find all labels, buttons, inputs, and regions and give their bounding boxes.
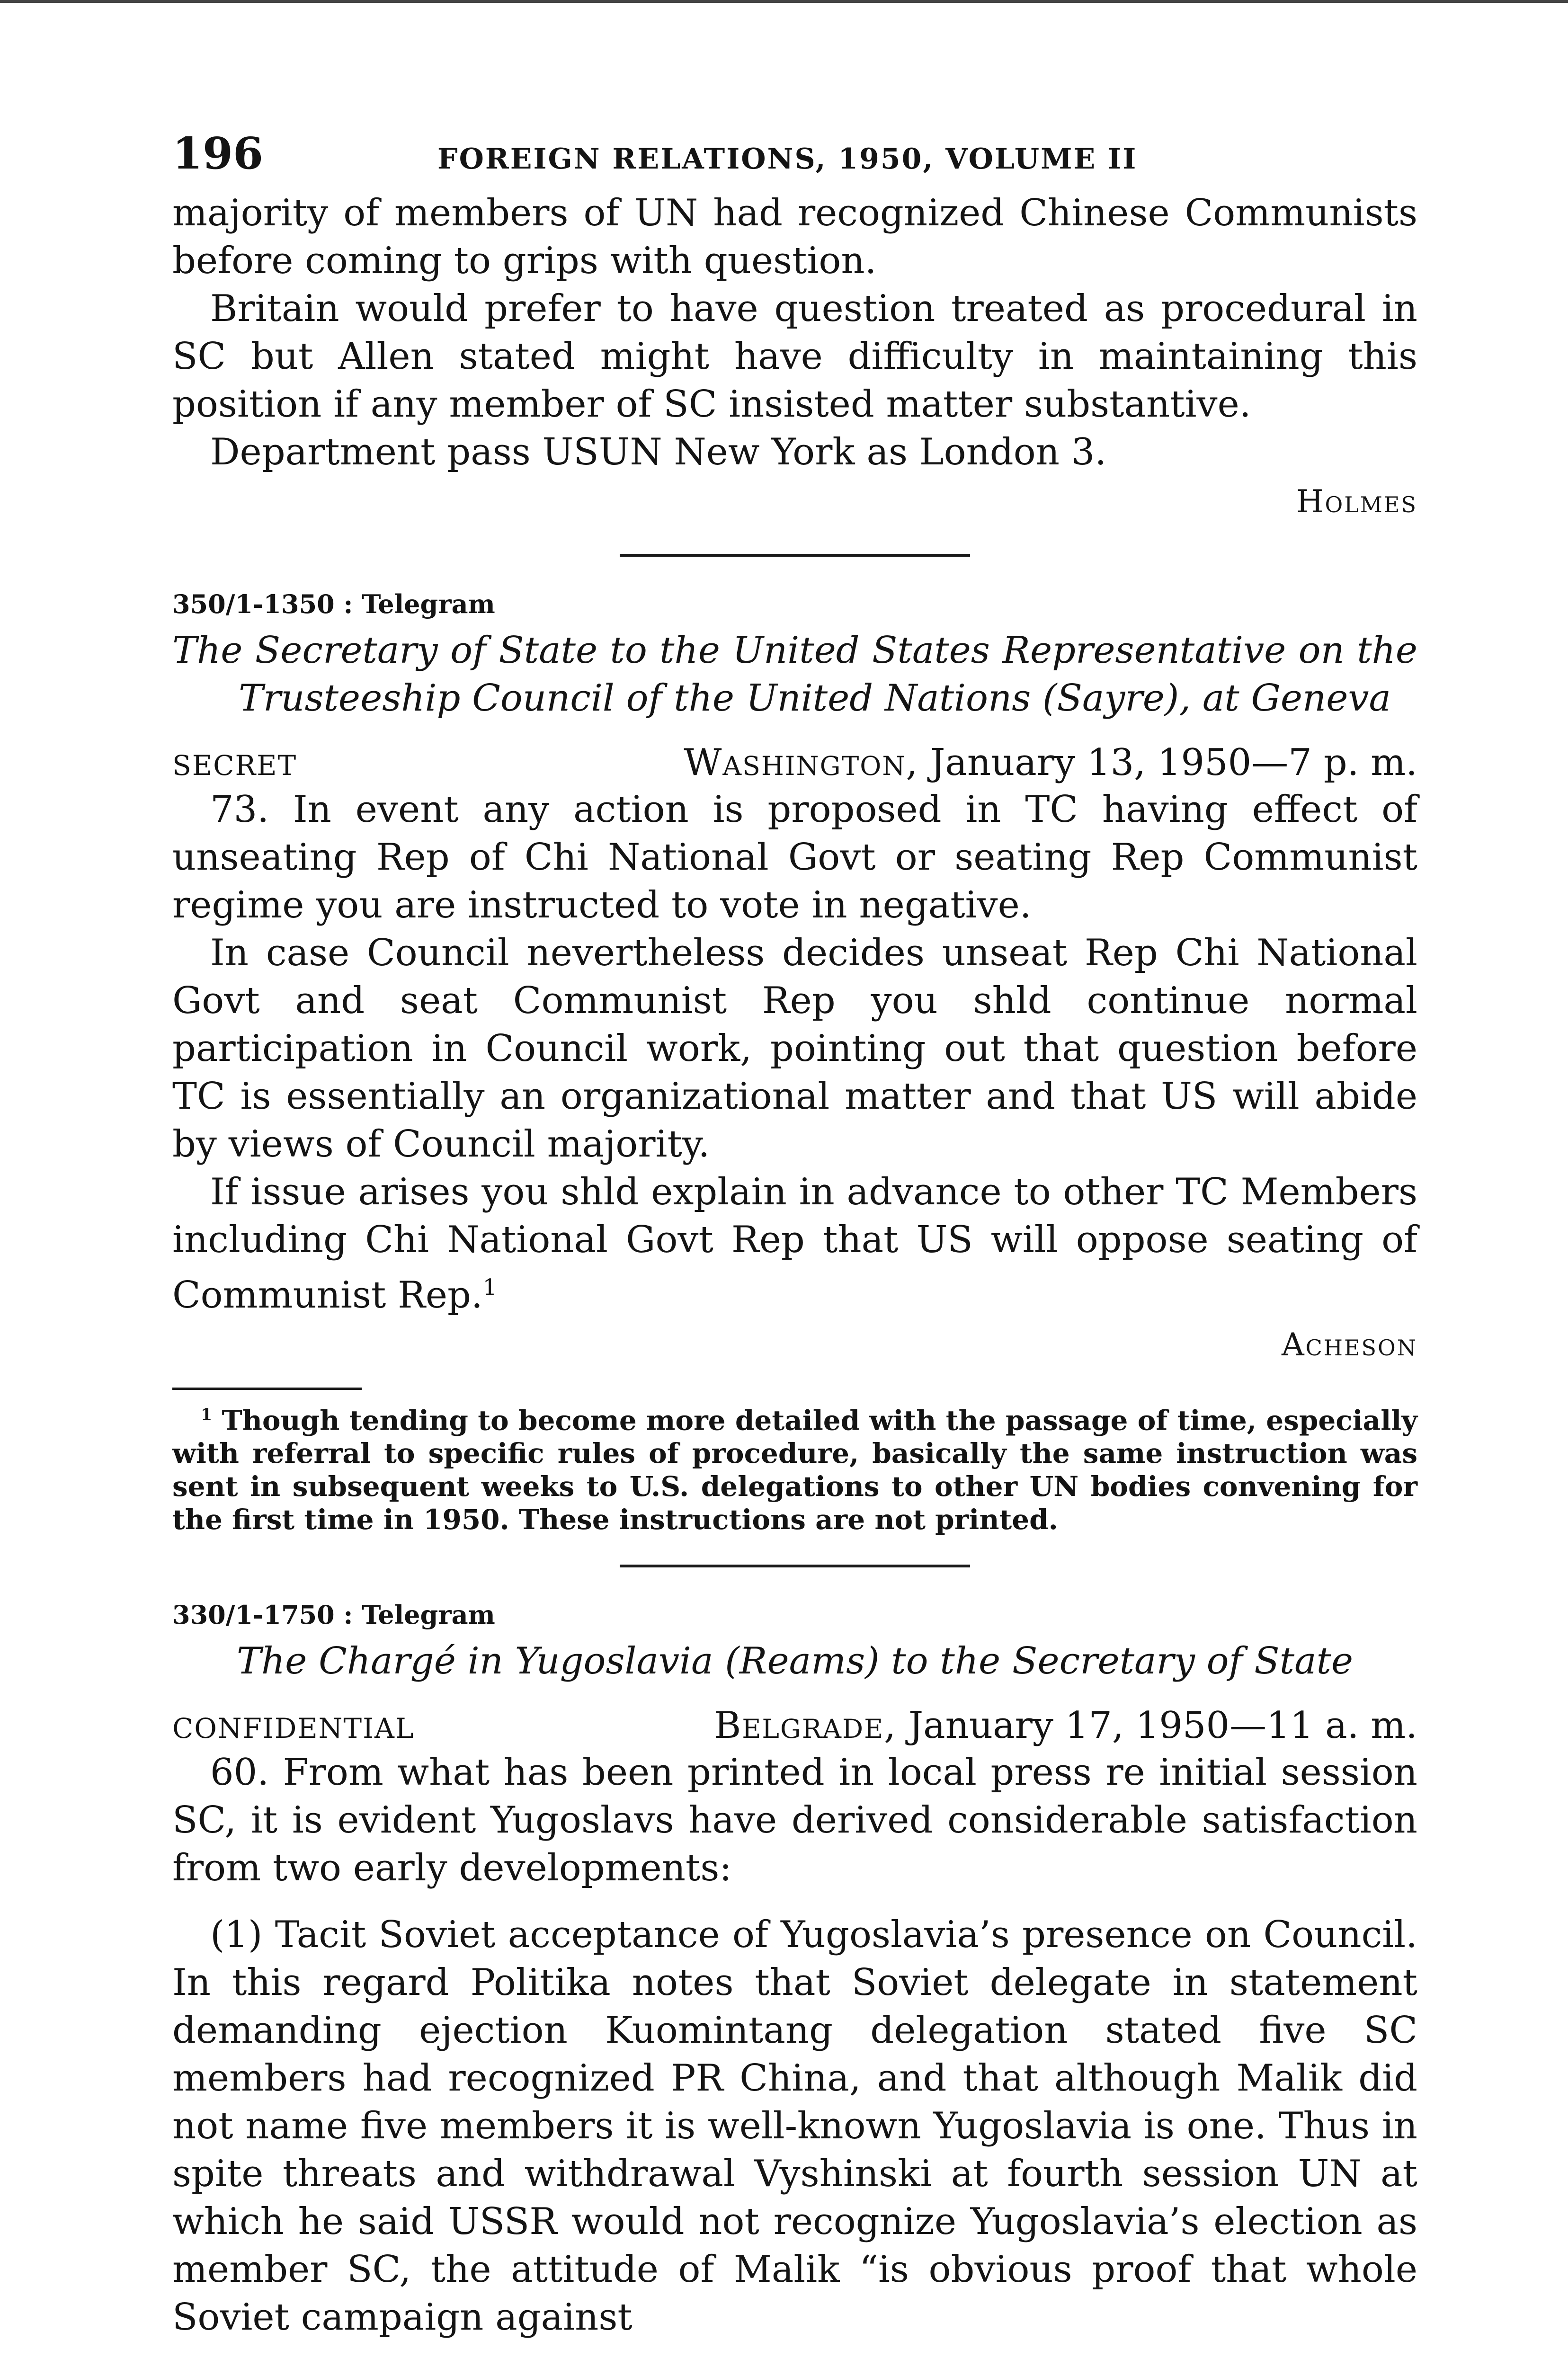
paragraph: 73. In event any action is proposed in TC having effect of unseating Rep of Chi National Govt or seating Rep Communist regime you are instructed to vote in negative.	[172, 788, 1417, 926]
signature-holmes: Holmes	[1296, 483, 1417, 520]
footnote-text: Though tending to become more detailed with the passage of time, especially with referral to specific rules of procedure, basically the same instruction was sent in subsequent weeks to U.S. delegations to other UN bodies convening for the first time in 1950. These instructions are not printed.	[172, 1404, 1417, 1536]
file-reference: 350/1-1350 : Telegram	[172, 589, 495, 619]
footnote-marker: 1	[482, 1275, 497, 1300]
dateline	[172, 1704, 1417, 1747]
page-header	[172, 128, 1417, 189]
document-reams-telegram	[172, 1596, 1417, 2341]
numbered-list	[172, 1911, 1417, 2341]
place-name: Belgrade,	[713, 1704, 897, 1747]
classification-label: SECRET	[172, 749, 297, 782]
classification-label: CONFIDENTIAL	[172, 1712, 415, 1745]
section-divider	[620, 1565, 970, 1567]
paragraph: 60. From what has been printed in local press re initial session SC, it is evident Yugoslavs have derived considerable satisfaction from two early developments:	[172, 1751, 1417, 1890]
signature-acheson: Acheson	[1281, 1326, 1417, 1363]
paragraph: majority of members of UN had recognized Chinese Communists before coming to grips with question.	[172, 192, 1417, 282]
section-divider	[620, 554, 970, 557]
document-caption: The Chargé in Yugoslavia (Reams) to the Secretary of State	[236, 1640, 1354, 1683]
document-holmes-continuation	[172, 189, 1417, 525]
file-reference: 330/1-1750 : Telegram	[172, 1600, 495, 1630]
dateline	[172, 741, 1417, 784]
date-time: January 13, 1950—7 p. m.	[930, 741, 1417, 784]
footnote	[172, 1398, 1417, 1536]
paragraph	[172, 1168, 1417, 1319]
paragraph: Britain would prefer to have question treated as procedural in SC but Allen stated might have difficulty in maintaining this position if any member of SC insisted matter substantive.	[172, 287, 1417, 426]
place-name: Washington,	[684, 741, 919, 784]
footnote-number: 1	[201, 1405, 213, 1424]
place-date	[714, 1704, 1417, 1747]
page-number: 196	[172, 128, 264, 179]
list-item: (1) Tacit Soviet acceptance of Yugoslavia’s presence on Council. In this regard Politika notes that Soviet delegate in statement demanding ejection Kuomintang delegation stated five SC members had recognized PR China, and that although Malik did not name five members it is well-known Yugoslavia is one. Thus in spite threats and withdrawal Vyshinski at fourth session UN at which he said USSR would not recognize Yugoslavia’s election as member SC, the attitude of Malik “is obvious proof that whole Soviet campaign against	[172, 1913, 1417, 2339]
document-page	[172, 128, 1417, 2341]
place-date	[684, 741, 1417, 784]
paragraph: In case Council nevertheless decides unseat Rep Chi National Govt and seat Communist Rep you shld continue normal participation in Council work, pointing out that question before TC is essentially an organizational matter and that US will abide by views of Council majority.	[172, 932, 1417, 1166]
date-time: January 17, 1950—11 a. m.	[908, 1704, 1417, 1747]
paragraph: Department pass USUN New York as London 3.	[210, 431, 1107, 473]
document-acheson-telegram	[172, 585, 1417, 1536]
page-top-edge	[0, 0, 1568, 3]
running-head: FOREIGN RELATIONS, 1950, VOLUME II	[437, 142, 1138, 176]
footnote-divider	[172, 1388, 362, 1390]
document-caption: The Secretary of State to the United States Representative on the Trusteeship Council of the United Nations (Sayre), at Geneva	[172, 629, 1417, 720]
paragraph-text: If issue arises you shld explain in advance to other TC Members including Chi National Govt Rep that US will oppose seating of Communist Rep.	[172, 1171, 1417, 1317]
